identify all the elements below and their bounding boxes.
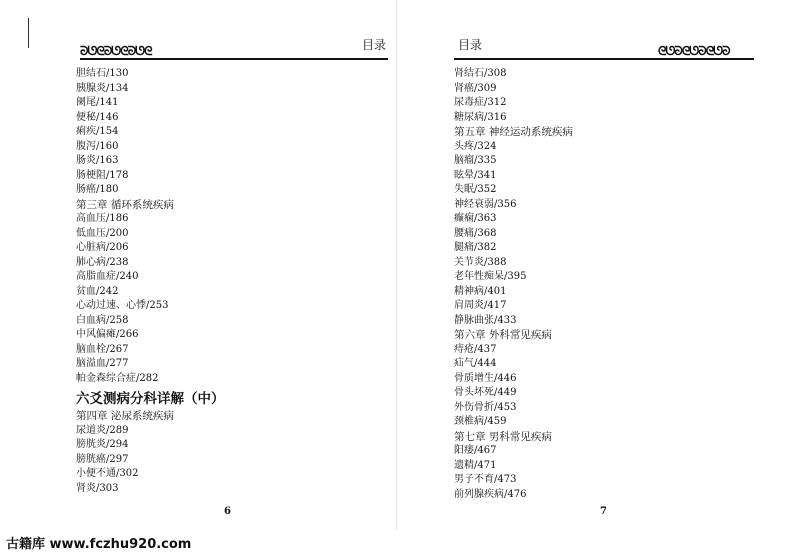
- left-header-title: 目录: [362, 38, 387, 52]
- toc-entry: 阳痿/467: [454, 445, 497, 456]
- toc-entry: 肠癌/180: [76, 184, 119, 195]
- toc-entry: 骨头坏死/449: [454, 387, 517, 398]
- toc-entry: 阑尾/141: [76, 97, 119, 108]
- toc-entry: 膀胱炎/294: [76, 439, 129, 450]
- toc-entry: 腿痛/382: [454, 242, 497, 253]
- toc-entry: 尿毒症/312: [454, 97, 507, 108]
- toc-chapter-heading: 第四章 泌尿系统疾病: [76, 410, 174, 422]
- right-page-number: 7: [600, 506, 607, 517]
- toc-section-title: 六爻测病分科详解（中）: [76, 391, 225, 407]
- toc-entry: 神经衰弱/356: [454, 198, 517, 210]
- toc-entry: 脑血栓/267: [76, 343, 129, 355]
- toc-entry: 肠梗阻/178: [76, 169, 129, 181]
- right-border-pattern: ᘓᘎᘐᘓᘎᘐᘓᘎᘐ: [658, 44, 730, 58]
- site-watermark: 古籍库 www.fczhu920.com: [6, 537, 192, 552]
- toc-entry: 痔疮/437: [454, 343, 497, 355]
- left-page: [0, 0, 396, 530]
- toc-entry: 胰腺炎/134: [76, 82, 129, 94]
- toc-entry: 肾炎/303: [76, 482, 119, 494]
- toc-entry: 肩周炎/417: [454, 300, 507, 311]
- toc-chapter-heading: 第七章 男科常见疾病: [454, 430, 552, 443]
- toc-entry: 失眠/352: [454, 184, 497, 195]
- toc-entry: 关节炎/388: [454, 256, 507, 268]
- toc-entry: 肠炎/163: [76, 155, 119, 166]
- left-toc-list: [76, 67, 225, 496]
- toc-entry: 骨质增生/446: [454, 372, 517, 384]
- toc-entry: 糖尿病/316: [454, 111, 507, 123]
- toc-entry: 疝气/444: [454, 358, 497, 369]
- toc-entry: 肾癌/309: [454, 82, 497, 94]
- right-page: [396, 0, 793, 530]
- left-border-pattern: ᘐᘎᘓᘐᘎᘓᘐᘎᘓ: [80, 44, 152, 58]
- toc-entry: 颈椎病/459: [454, 416, 507, 427]
- toc-entry: 肾结石/308: [454, 68, 507, 79]
- toc-entry: 尿道炎/289: [76, 424, 129, 436]
- right-header-title: 目录: [458, 38, 483, 52]
- toc-entry: 便秘/146: [76, 111, 119, 123]
- toc-entry: 膀胱癌/297: [76, 453, 129, 465]
- left-header-rule: [80, 58, 388, 60]
- toc-entry: 贫血/242: [76, 285, 119, 297]
- toc-chapter-heading: 第六章 外科常见疾病: [454, 329, 552, 341]
- toc-entry: 腰痛/368: [454, 227, 497, 239]
- left-page-number: 6: [224, 506, 231, 517]
- toc-entry: 心脏病/206: [76, 242, 129, 253]
- toc-entry: 心动过速、心悸/253: [76, 300, 169, 311]
- toc-entry: 高血压/186: [76, 213, 129, 224]
- toc-entry: 头疼/324: [454, 140, 497, 152]
- toc-entry: 高脂血症/240: [76, 271, 139, 282]
- toc-entry: 脑溢血/277: [76, 358, 129, 369]
- toc-entry: 胆结石/130: [76, 68, 129, 79]
- toc-entry: 静脉曲张/433: [454, 314, 517, 326]
- toc-chapter-heading: 第三章 循环系统疾病: [76, 198, 174, 211]
- toc-entry: 帕金森综合症/282: [76, 372, 159, 384]
- toc-entry: 男子不育/473: [454, 474, 517, 485]
- toc-entry: 肺心病/238: [76, 256, 129, 268]
- toc-entry: 腹泻/160: [76, 140, 119, 152]
- right-header-rule: [454, 58, 754, 60]
- toc-entry: 低血压/200: [76, 227, 129, 239]
- toc-chapter-heading: 第五章 神经运动系统疾病: [454, 126, 573, 138]
- toc-entry: 癫痫/363: [454, 213, 497, 224]
- toc-entry: 脑瘤/335: [454, 155, 497, 166]
- toc-entry: 白血病/258: [76, 314, 129, 326]
- toc-entry: 眩晕/341: [454, 169, 497, 181]
- toc-entry: 中风偏瘫/266: [76, 329, 139, 340]
- toc-entry: 前列腺疾病/476: [454, 488, 527, 500]
- toc-entry: 小便不通/302: [76, 468, 139, 479]
- toc-entry: 遗精/471: [454, 459, 497, 471]
- toc-entry: 老年性痴呆/395: [454, 271, 527, 282]
- toc-entry: 外伤骨折/453: [454, 401, 517, 413]
- toc-entry: 精神病/401: [454, 285, 507, 297]
- toc-entry: 痢疾/154: [76, 126, 119, 137]
- right-toc-list: [454, 67, 573, 502]
